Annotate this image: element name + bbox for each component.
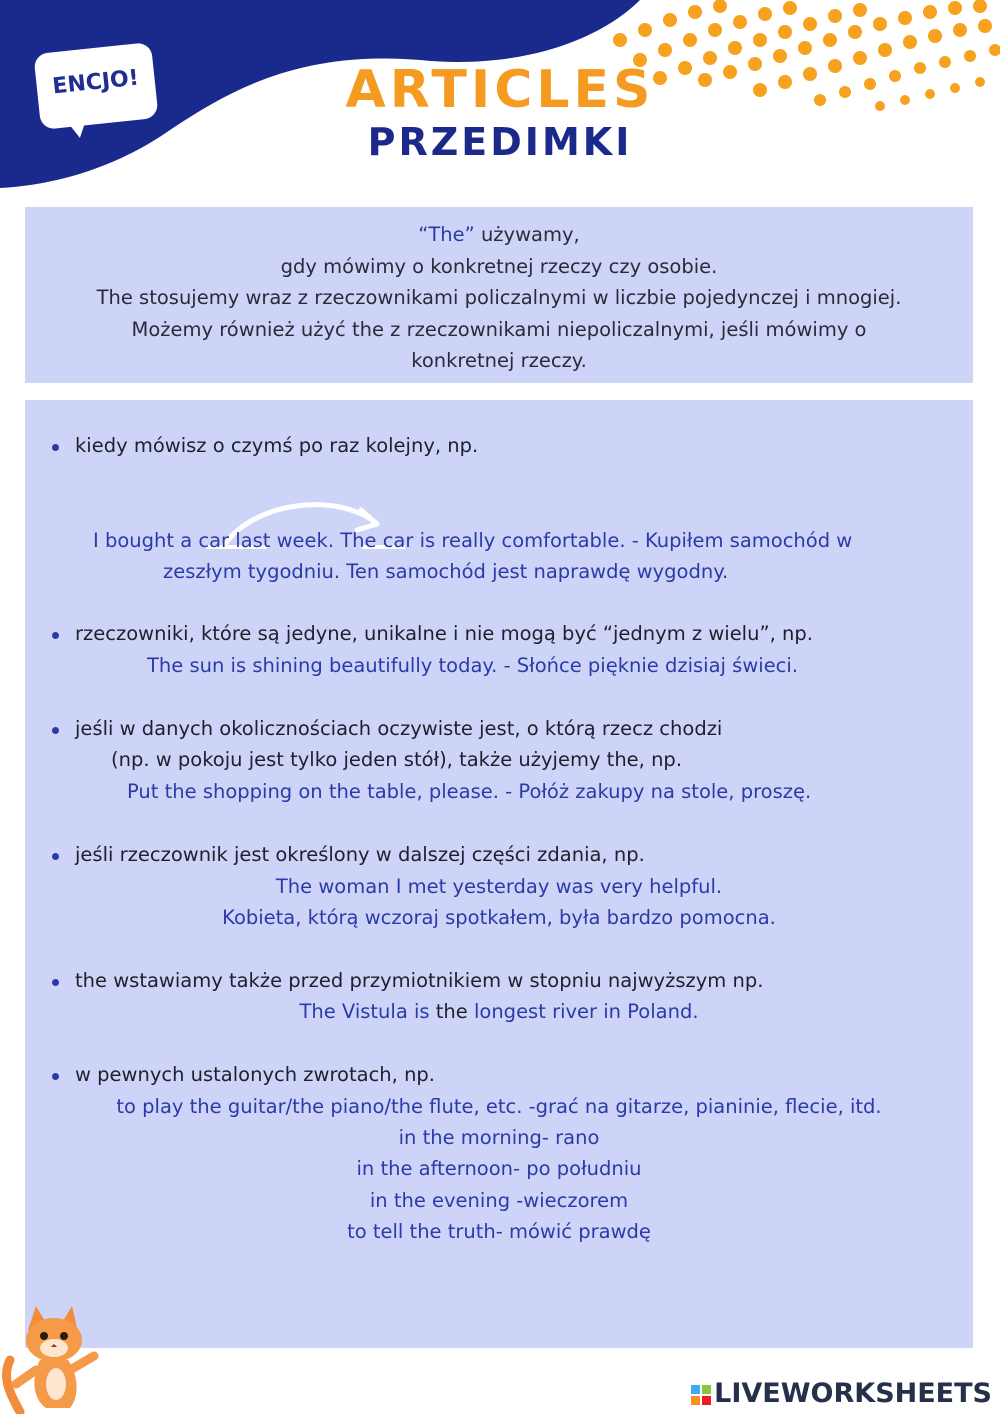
rule-5-example-the: the — [435, 1000, 468, 1023]
rule-6-example-2: in the morning- rano — [398, 1126, 600, 1149]
rules-panel — [25, 400, 973, 1348]
bullet — [52, 444, 59, 451]
rule-6-example-4: in the evening -wieczorem — [369, 1189, 629, 1212]
brand-footer — [691, 1378, 992, 1409]
rule-4-text: jeśli rzeczownik jest określony w dalszej części zdania, np. — [75, 843, 645, 866]
rule-5-text-rest: wstawiamy także przed przymiotnikiem w stopniu najwyższym np. — [107, 969, 764, 992]
rule-1-example-2: zeszłym tygodniu. Ten samochód jest naprawdę wygodny. — [163, 560, 729, 583]
brand-logo-icon — [691, 1385, 711, 1405]
rule-4-example-1: The woman I met yesterday was very helpful. — [275, 875, 723, 898]
rule-3-example-1: Put the shopping on the table, please. - Połóż zakupy na stole, proszę. — [127, 780, 812, 803]
page-subtitle: PRZEDIMKI — [367, 120, 633, 164]
rule-1-text: kiedy mówisz o czymś po raz kolejny, np. — [75, 434, 479, 457]
intro-the: The — [96, 286, 133, 309]
intro-line-3 — [25, 282, 973, 314]
bullet — [52, 1073, 59, 1080]
rule-3-text-2: (np. w pokoju jest tylko jeden stół), także użyjemy the, np. — [111, 748, 683, 771]
rule-6-example-1: to play the guitar/the piano/the flute, etc. -grać na gitarze, pianinie, flecie, itd. — [116, 1095, 882, 1118]
bullet — [52, 632, 59, 639]
logo-bubble — [33, 42, 158, 130]
rule-5-example-rest: longest river in Poland. — [467, 1000, 699, 1023]
bullet — [52, 727, 59, 734]
intro-line-3-rest: stosujemy wraz z rzeczownikami policzalnymi w liczbie pojedynczej i mnogiej. — [132, 286, 902, 309]
rule-5-text — [75, 969, 1000, 992]
intro-line-4-start: Możemy również użyć — [131, 317, 352, 341]
rule-4-example-2: Kobieta, którą wczoraj spotkałem, była bardzo pomocna. — [222, 906, 776, 929]
bullet — [52, 853, 59, 860]
intro-quote: “The” — [418, 223, 475, 246]
intro-line-4 — [25, 314, 973, 346]
bullet — [52, 979, 59, 986]
intro-panel — [25, 207, 973, 383]
page-title: ARTICLES — [345, 60, 655, 120]
rule-5-example-1 — [25, 1000, 973, 1023]
rule-3-text: jeśli w danych okolicznościach oczywiste jest, o którą rzecz chodzi — [75, 717, 723, 740]
intro-the-2: the — [351, 317, 384, 341]
rule-6-example-3: in the afternoon- po południu — [356, 1157, 642, 1180]
rule-2-example-1: The sun is shining beautifully today. - Słońce pięknie dzisiaj świeci. — [147, 654, 799, 677]
intro-line-1-rest: używamy, — [474, 223, 580, 246]
intro-line-4-rest: z rzeczownikami niepoliczalnymi, jeśli mówimy o — [383, 317, 867, 341]
logo-tail — [64, 114, 91, 140]
intro-line-2: gdy mówimy o konkretnej rzeczy czy osobie. — [280, 254, 718, 278]
rule-2-text: rzeczowniki, które są jedyne, unikalne i nie mogą być “jednym z wielu”, np. — [75, 622, 813, 645]
intro-line-1 — [25, 219, 973, 251]
brand-name: LIVEWORKSHEETS — [714, 1378, 992, 1409]
rule-6-text: w pewnych ustalonych zwrotach, np. — [75, 1063, 435, 1086]
rule-1-example-1: I bought a car last week. The car is really comfortable. - Kupiłem samochód w — [93, 529, 853, 552]
logo: ENCJO! — [51, 65, 140, 100]
rule-6-example-5: to tell the truth- mówić prawdę — [347, 1220, 651, 1243]
intro-line-5: konkretnej rzeczy. — [411, 349, 587, 372]
rule-5-the: the — [75, 969, 108, 992]
rule-5-example-start: The Vistula is — [299, 1000, 436, 1023]
cat-illustration — [0, 1300, 110, 1414]
